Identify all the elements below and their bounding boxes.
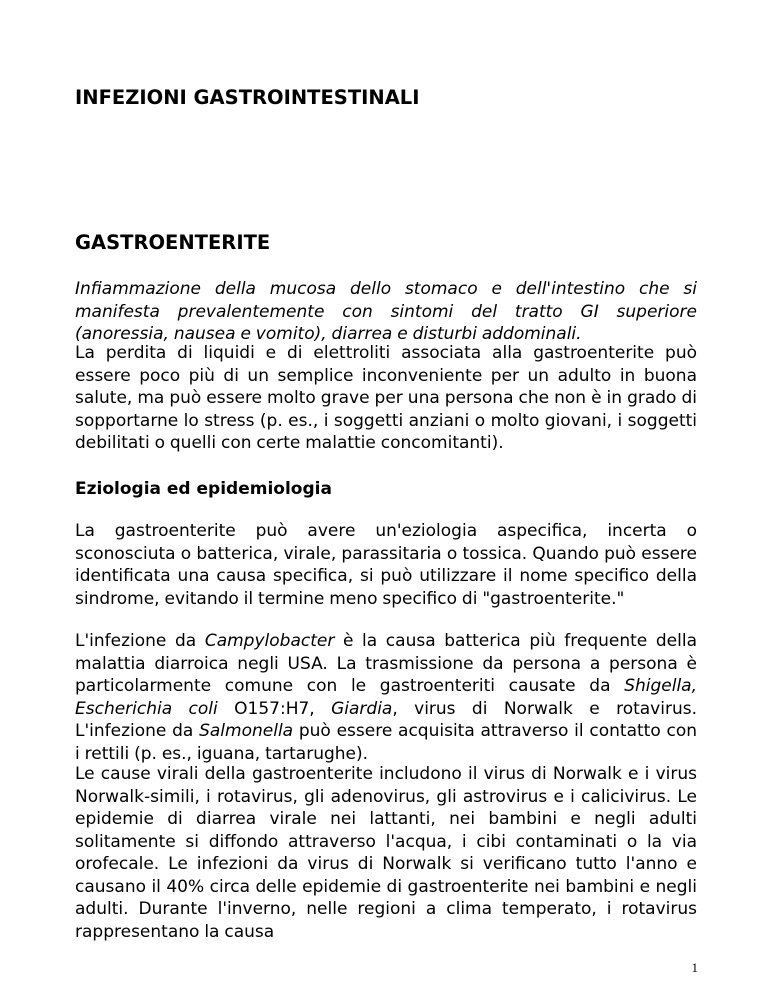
text-run: è la causa batterica più frequente della malattia diarroica negli USA. La trasmissione da persona a persona è particolarmente comune con le gastroenteriti causate da <box>75 631 697 696</box>
etiology-paragraph-1: La gastroenterite può avere un'eziologia aspecifica, incerta o sconosciuta o batterica, virale, parassitaria o tossica. Quando può essere identificata una causa specifica, si può utilizzare il nome specifico della sindrome, evitando il termine meno specifico di "gastroenterite." <box>75 521 697 609</box>
page-number: 1 <box>691 960 698 975</box>
organism-name-salmonella: Salmonella <box>199 721 294 741</box>
section-title: GASTROENTERITE <box>75 231 271 254</box>
text-run: L'infezione da <box>75 631 205 651</box>
text-run: O157:H7, <box>217 698 332 719</box>
organism-name-campylobacter: Campylobacter <box>204 631 335 651</box>
document-title: INFEZIONI GASTROINTESTINALI <box>75 86 420 109</box>
text-run: , virus di Norwalk e rotavirus. L'infezione da <box>75 698 697 741</box>
etiology-paragraph-2 <box>75 630 697 765</box>
organism-name-shigella-escherichia: Shigella, Escherichia coli <box>75 676 697 719</box>
definition-paragraph: Infiammazione della mucosa dello stomaco e dell'intestino che si manifesta prevalentemente con sintomi del tratto GI superiore (anoressia, nausea e vomito), diarrea e disturbi addominali. <box>75 279 697 344</box>
subsection-title: Eziologia ed epidemiologia <box>75 479 332 499</box>
intro-paragraph: La perdita di liquidi e di elettroliti associata alla gastroenterite può essere poco più di un semplice inconveniente per un adulto in buona salute, ma può essere molto grave per una persona che non è in grado di sopportarne lo stress (p. es., i soggetti anziani o molto giovani, i soggetti debilitati o quelli con certe malattie concomitanti). <box>75 343 697 453</box>
text-run: può essere acquisita attraverso il contatto con i rettili (p. es., iguana, tartarughe). <box>75 721 697 764</box>
organism-name-giardia: Giardia <box>331 698 393 719</box>
etiology-paragraph-3: Le cause virali della gastroenterite includono il virus di Norwalk e i virus Norwalk-simili, i rotavirus, gli adenovirus, gli astrovirus e i calicivirus. Le epidemie di diarrea virale nei lattanti, nei bambini e negli adulti solitamente si diffondo attraverso l'acqua, i cibi contaminati o la via orofecale. Le infezioni da virus di Norwalk si verificano tutto l'anno e causano il 40% circa delle epidemie di gastroenterite nei bambini e negli adulti. Durante l'inverno, nelle regioni a clima temperato, i rotavirus rappresentano la causa <box>75 764 697 942</box>
